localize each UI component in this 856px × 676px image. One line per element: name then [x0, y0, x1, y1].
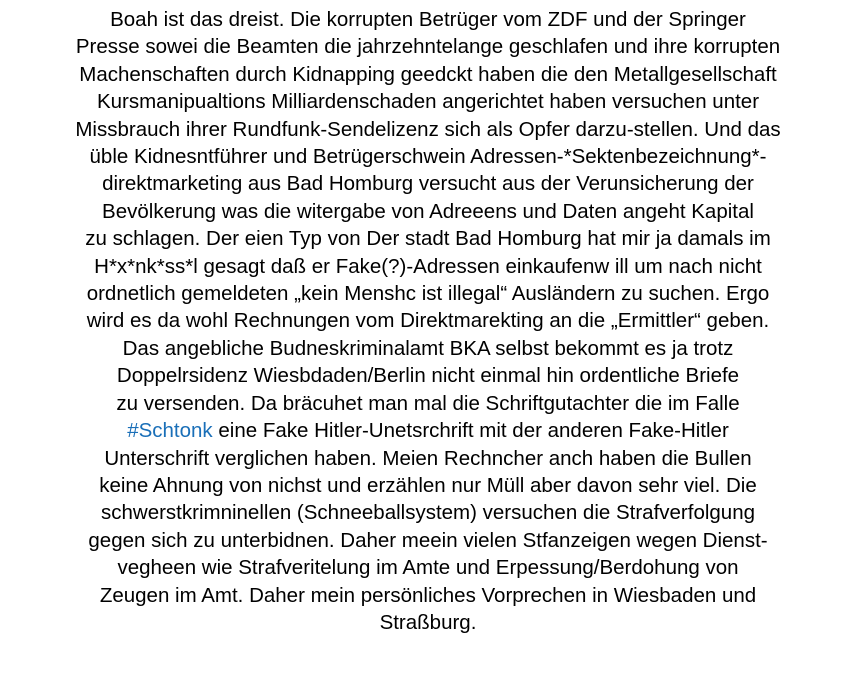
- text-line: ordnetlich gemeldeten „kein Menshc ist illegal“ Ausländern zu suchen. Ergo: [86, 282, 770, 306]
- text-line: Doppelrsidenz Wiesbdaden/Berlin nicht einmal hin ordentliche Briefe: [116, 364, 740, 388]
- text-line: Kursmanipualtions Milliardenschaden angerichtet haben versuchen unter: [96, 90, 760, 114]
- text-line: gegen sich zu unterbidnen. Daher meein vielen Stfanzeigen wegen Dienst-: [88, 528, 768, 552]
- text-line-with-hashtag: [4, 417, 852, 444]
- text-line: H*x*nk*ss*l gesagt daß er Fake(?)-Adressen einkaufenw ill um nach nicht: [94, 254, 762, 278]
- paragraph: [4, 6, 852, 636]
- hashtag-link[interactable]: #Schtonk: [127, 419, 213, 443]
- text-line: zu schlagen. Der eien Typ von Der stadt Bad Homburg hat mir ja damals im: [85, 227, 771, 251]
- text-line: wird es da wohl Rechnungen vom Direktmarekting an die „Ermittler“ geben.: [86, 309, 770, 333]
- text-line: vegheen wie Strafveritelung im Amte und Erpessung/Berdohung von: [117, 556, 739, 580]
- text-line: schwerstkrimninellen (Schneeballsystem) versuchen die Strafverfolgung: [100, 501, 756, 525]
- text-line: Unterschrift verglichen haben. Meien Rechncher anch haben die Bullen: [104, 446, 752, 470]
- text-fragment: eine Fake Hitler-Unetsrchrift mit der anderen Fake-Hitler: [212, 419, 729, 443]
- text-line: Das angebliche Budneskriminalamt BKA selbst bekommt es ja trotz: [122, 336, 734, 360]
- text-line: Boah ist das dreist. Die korrupten Betrüger vom ZDF und der Springer: [110, 8, 746, 31]
- text-line: keine Ahnung von nichst und erzählen nur Müll aber davon sehr viel. Die: [99, 473, 757, 497]
- text-line: Bevölkerung was die witergabe von Adreeens und Daten angeht Kapital: [102, 199, 754, 223]
- text-line: Presse sowei die Beamten die jahrzehntelange geschlafen und ihre korrupten: [75, 35, 781, 59]
- text-line: üble Kidnesntführer und Betrügerschwein Adressen-*Sektenbezeichnung*-: [89, 145, 767, 169]
- text-line: Machenschaften durch Kidnapping geedckt haben die den Metallgesellschaft: [79, 62, 777, 86]
- text-line: Missbrauch ihrer Rundfunk-Sendelizenz sich als Opfer darzu-stellen. Und das: [75, 117, 781, 141]
- text-line: zu versenden. Da bräcuhet man mal die Schriftgutachter die im Falle: [116, 391, 740, 415]
- text-line: direktmarketing aus Bad Homburg versucht aus der Verunsicherung der: [102, 172, 754, 196]
- text-line: Zeugen im Amt. Daher mein persönliches Vorprechen in Wiesbaden und: [99, 583, 757, 607]
- text-line: Straßburg.: [379, 610, 477, 634]
